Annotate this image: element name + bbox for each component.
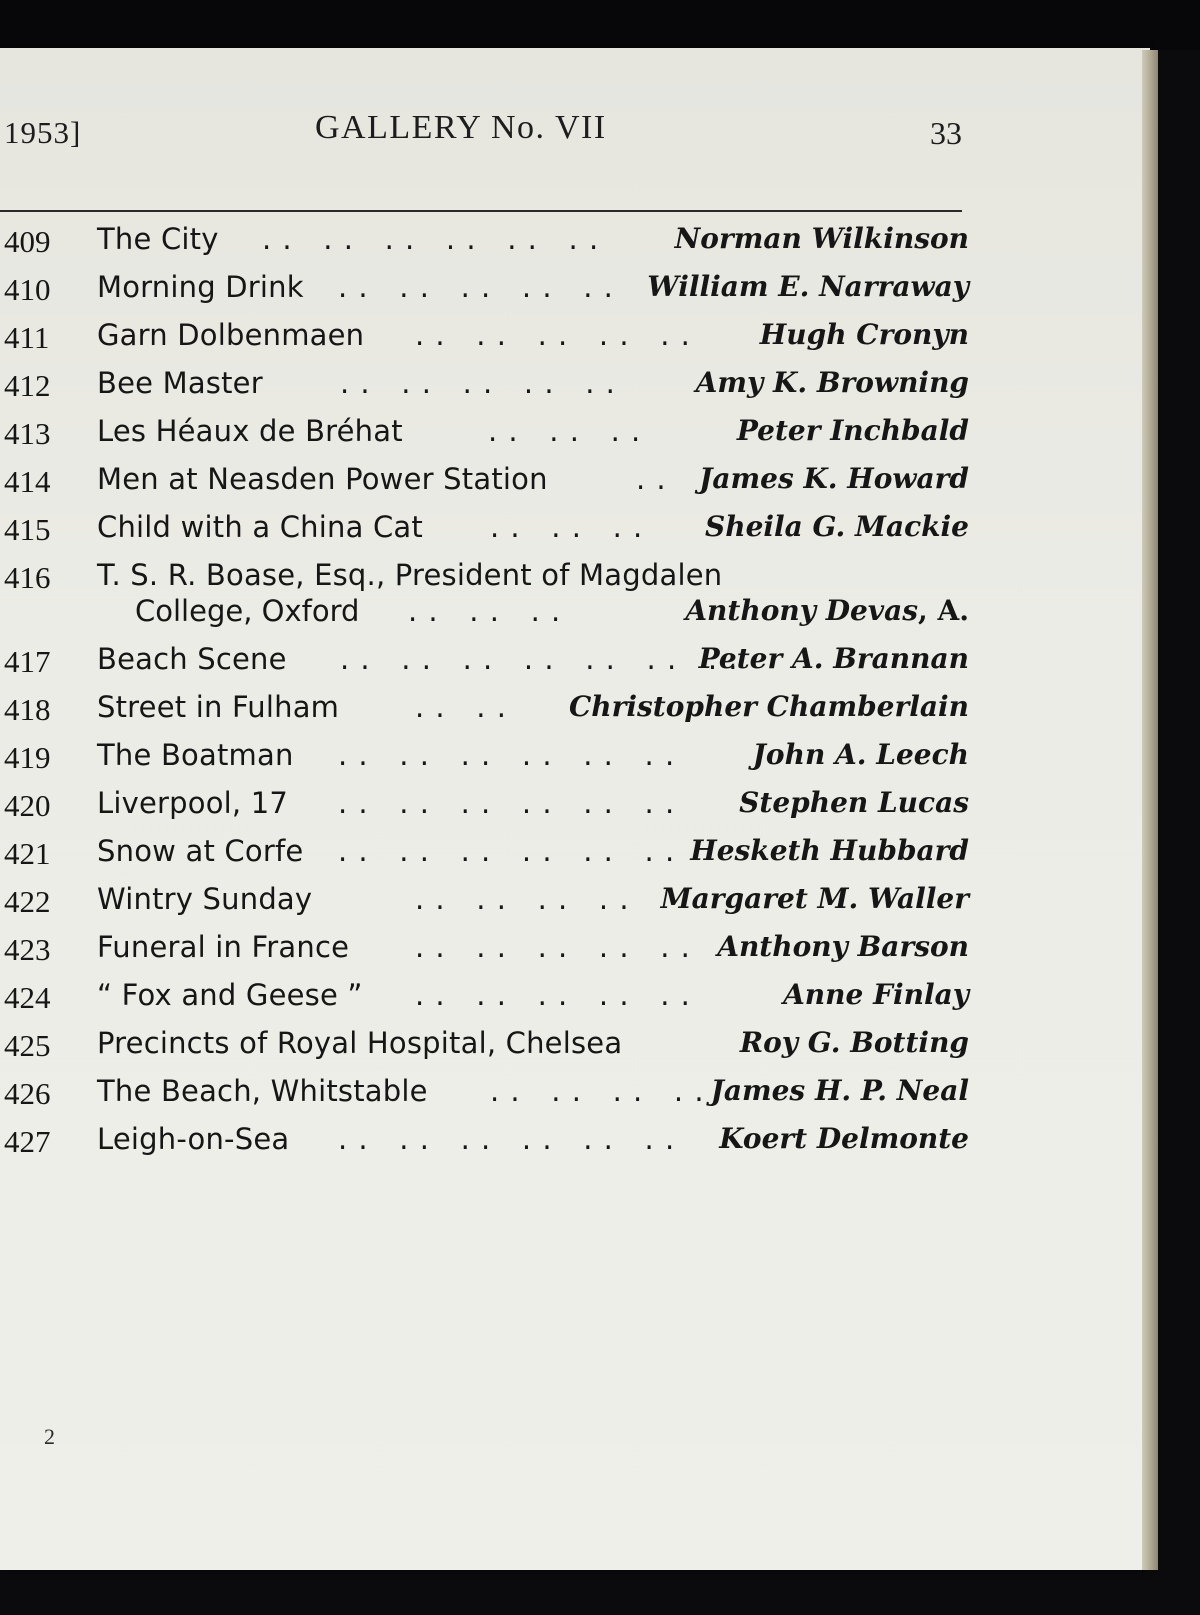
- entry-number: 424: [4, 980, 51, 1015]
- entry-number: 426: [4, 1076, 51, 1111]
- catalogue-entry: [0, 414, 975, 462]
- entry-number: 423: [4, 932, 51, 967]
- leader-dots: . . . . . . . . . .: [338, 270, 614, 304]
- entry-number: 411: [4, 320, 50, 355]
- catalogue-entry: [0, 462, 975, 510]
- catalogue-entry: [0, 558, 975, 642]
- entry-artist: Anne Finlay: [783, 978, 969, 1011]
- entry-number: 427: [4, 1124, 51, 1159]
- header-gallery-title: GALLERY No. VII: [315, 109, 607, 146]
- catalogue-entry: [0, 978, 975, 1026]
- catalogue-page: [0, 48, 1150, 1570]
- entry-title: The Boatman: [97, 738, 294, 772]
- entry-title: Precincts of Royal Hospital, Chelsea: [97, 1026, 623, 1060]
- catalogue-entry: [0, 1074, 975, 1122]
- entry-artist: James K. Howard: [699, 462, 969, 495]
- entry-title: Garn Dolbenmaen: [97, 318, 365, 352]
- entry-artist: Koert Delmonte: [719, 1122, 969, 1155]
- entry-artist: Amy K. Browning: [695, 366, 969, 399]
- entry-title: Men at Neasden Power Station: [97, 462, 548, 496]
- entry-artist: Anthony Barson: [717, 930, 969, 963]
- leader-dots: . . . . . . . . . . . .: [338, 834, 676, 868]
- entry-title: “ Fox and Geese ”: [97, 978, 363, 1012]
- catalogue-entry: [0, 1026, 975, 1074]
- leader-dots: . . . . . . . .: [415, 882, 630, 916]
- leader-dots: . . . . . . . . . .: [415, 318, 691, 352]
- entry-number: 420: [4, 788, 51, 823]
- entry-title: Street in Fulham: [97, 690, 340, 724]
- leader-dots: . . . . . .: [408, 594, 562, 628]
- entry-artist: Hugh Cronyn: [759, 318, 969, 351]
- running-header: [0, 105, 968, 165]
- catalogue-entry: [0, 318, 975, 366]
- entry-title: The City: [97, 222, 219, 256]
- entry-title: Beach Scene: [97, 642, 287, 676]
- entry-artist: Peter A. Brannan: [698, 642, 969, 675]
- entry-artist: Sheila G. Mackie: [704, 510, 969, 543]
- entry-number: 419: [4, 740, 51, 775]
- signature-mark: 2: [44, 1424, 55, 1449]
- entry-artist: John A. Leech: [752, 738, 969, 771]
- leader-dots: . . . . . . . . . . . . . .: [340, 642, 739, 676]
- entry-number: 417: [4, 644, 51, 679]
- header-year: 1953]: [4, 115, 82, 150]
- entry-number: 412: [4, 368, 51, 403]
- catalogue-entry: [0, 366, 975, 414]
- catalogue-entry: [0, 222, 975, 270]
- entry-number: 410: [4, 272, 51, 307]
- entry-number: 418: [4, 692, 51, 727]
- entry-artist: Margaret M. Waller: [660, 882, 969, 915]
- background-top: [0, 0, 1200, 50]
- leader-dots: . . . . . . . . . . . .: [338, 1122, 676, 1156]
- entry-number: 422: [4, 884, 51, 919]
- artist-suffix: , A.: [918, 594, 969, 627]
- catalogue-entry: [0, 1122, 975, 1170]
- leader-dots: . . . . . . . . . .: [340, 366, 616, 400]
- entry-title: T. S. R. Boase, Esq., President of Magdalen: [97, 558, 723, 592]
- entry-artist: William E. Narraway: [647, 270, 969, 303]
- catalogue-entry: [0, 690, 975, 738]
- entry-artist: Roy G. Botting: [739, 1026, 969, 1059]
- entry-title: Morning Drink: [97, 270, 304, 304]
- entry-artist: Peter Inchbald: [736, 414, 969, 447]
- entry-title: Funeral in France: [97, 930, 350, 964]
- entry-number: 425: [4, 1028, 51, 1063]
- entry-number: 413: [4, 416, 51, 451]
- entry-title: Snow at Corfe: [97, 834, 304, 868]
- catalogue-entry: [0, 510, 975, 558]
- catalogue-entry: [0, 786, 975, 834]
- entry-title: Leigh-on-Sea: [97, 1122, 290, 1156]
- catalogue-entry: [0, 270, 975, 318]
- entry-number: 416: [4, 560, 51, 595]
- leader-dots: . . . . . . . .: [490, 1074, 705, 1108]
- entry-title: Les Héaux de Bréhat: [97, 414, 403, 448]
- header-page-number: 33: [930, 115, 962, 151]
- entry-number: 421: [4, 836, 51, 871]
- catalogue-entry: [0, 930, 975, 978]
- artist-name: Anthony Devas: [685, 594, 919, 627]
- entry-title: The Beach, Whitstable: [97, 1074, 428, 1108]
- entry-artist: Stephen Lucas: [739, 786, 969, 819]
- entry-artist: James H. P. Neal: [710, 1074, 969, 1107]
- entry-title: Liverpool, 17: [97, 786, 289, 820]
- catalogue-entry: [0, 738, 975, 786]
- leader-dots: . . . . . . . . . . . .: [338, 738, 676, 772]
- entry-artist: Christopher Chamberlain: [569, 690, 969, 723]
- entry-title: Wintry Sunday: [97, 882, 313, 916]
- entry-number: 414: [4, 464, 51, 499]
- entry-title: Child with a China Cat: [97, 510, 423, 544]
- leader-dots: . . . . . .: [490, 510, 644, 544]
- catalogue-entry: [0, 882, 975, 930]
- leader-dots: . . . . . .: [488, 414, 642, 448]
- header-rule: [0, 210, 962, 212]
- entry-title: Bee Master: [97, 366, 263, 400]
- entry-list: [0, 222, 980, 1170]
- entry-number: 415: [4, 512, 51, 547]
- entry-title-continued: College, Oxford: [135, 594, 360, 628]
- entry-artist: Norman Wilkinson: [674, 222, 969, 255]
- catalogue-entry: [0, 834, 975, 882]
- leader-dots: . . . . . . . . . .: [415, 978, 691, 1012]
- entry-artist: [685, 594, 969, 627]
- page-edge: [1142, 50, 1158, 1570]
- leader-dots: . . . .: [415, 690, 507, 724]
- entry-number: 409: [4, 224, 51, 259]
- leader-dots: . .: [636, 462, 667, 496]
- catalogue-entry: [0, 642, 975, 690]
- leader-dots: . . . . . . . . . . . .: [262, 222, 600, 256]
- entry-artist: Hesketh Hubbard: [690, 834, 969, 867]
- leader-dots: . . . . . . . . . . . .: [338, 786, 676, 820]
- leader-dots: . . . . . . . . . .: [415, 930, 691, 964]
